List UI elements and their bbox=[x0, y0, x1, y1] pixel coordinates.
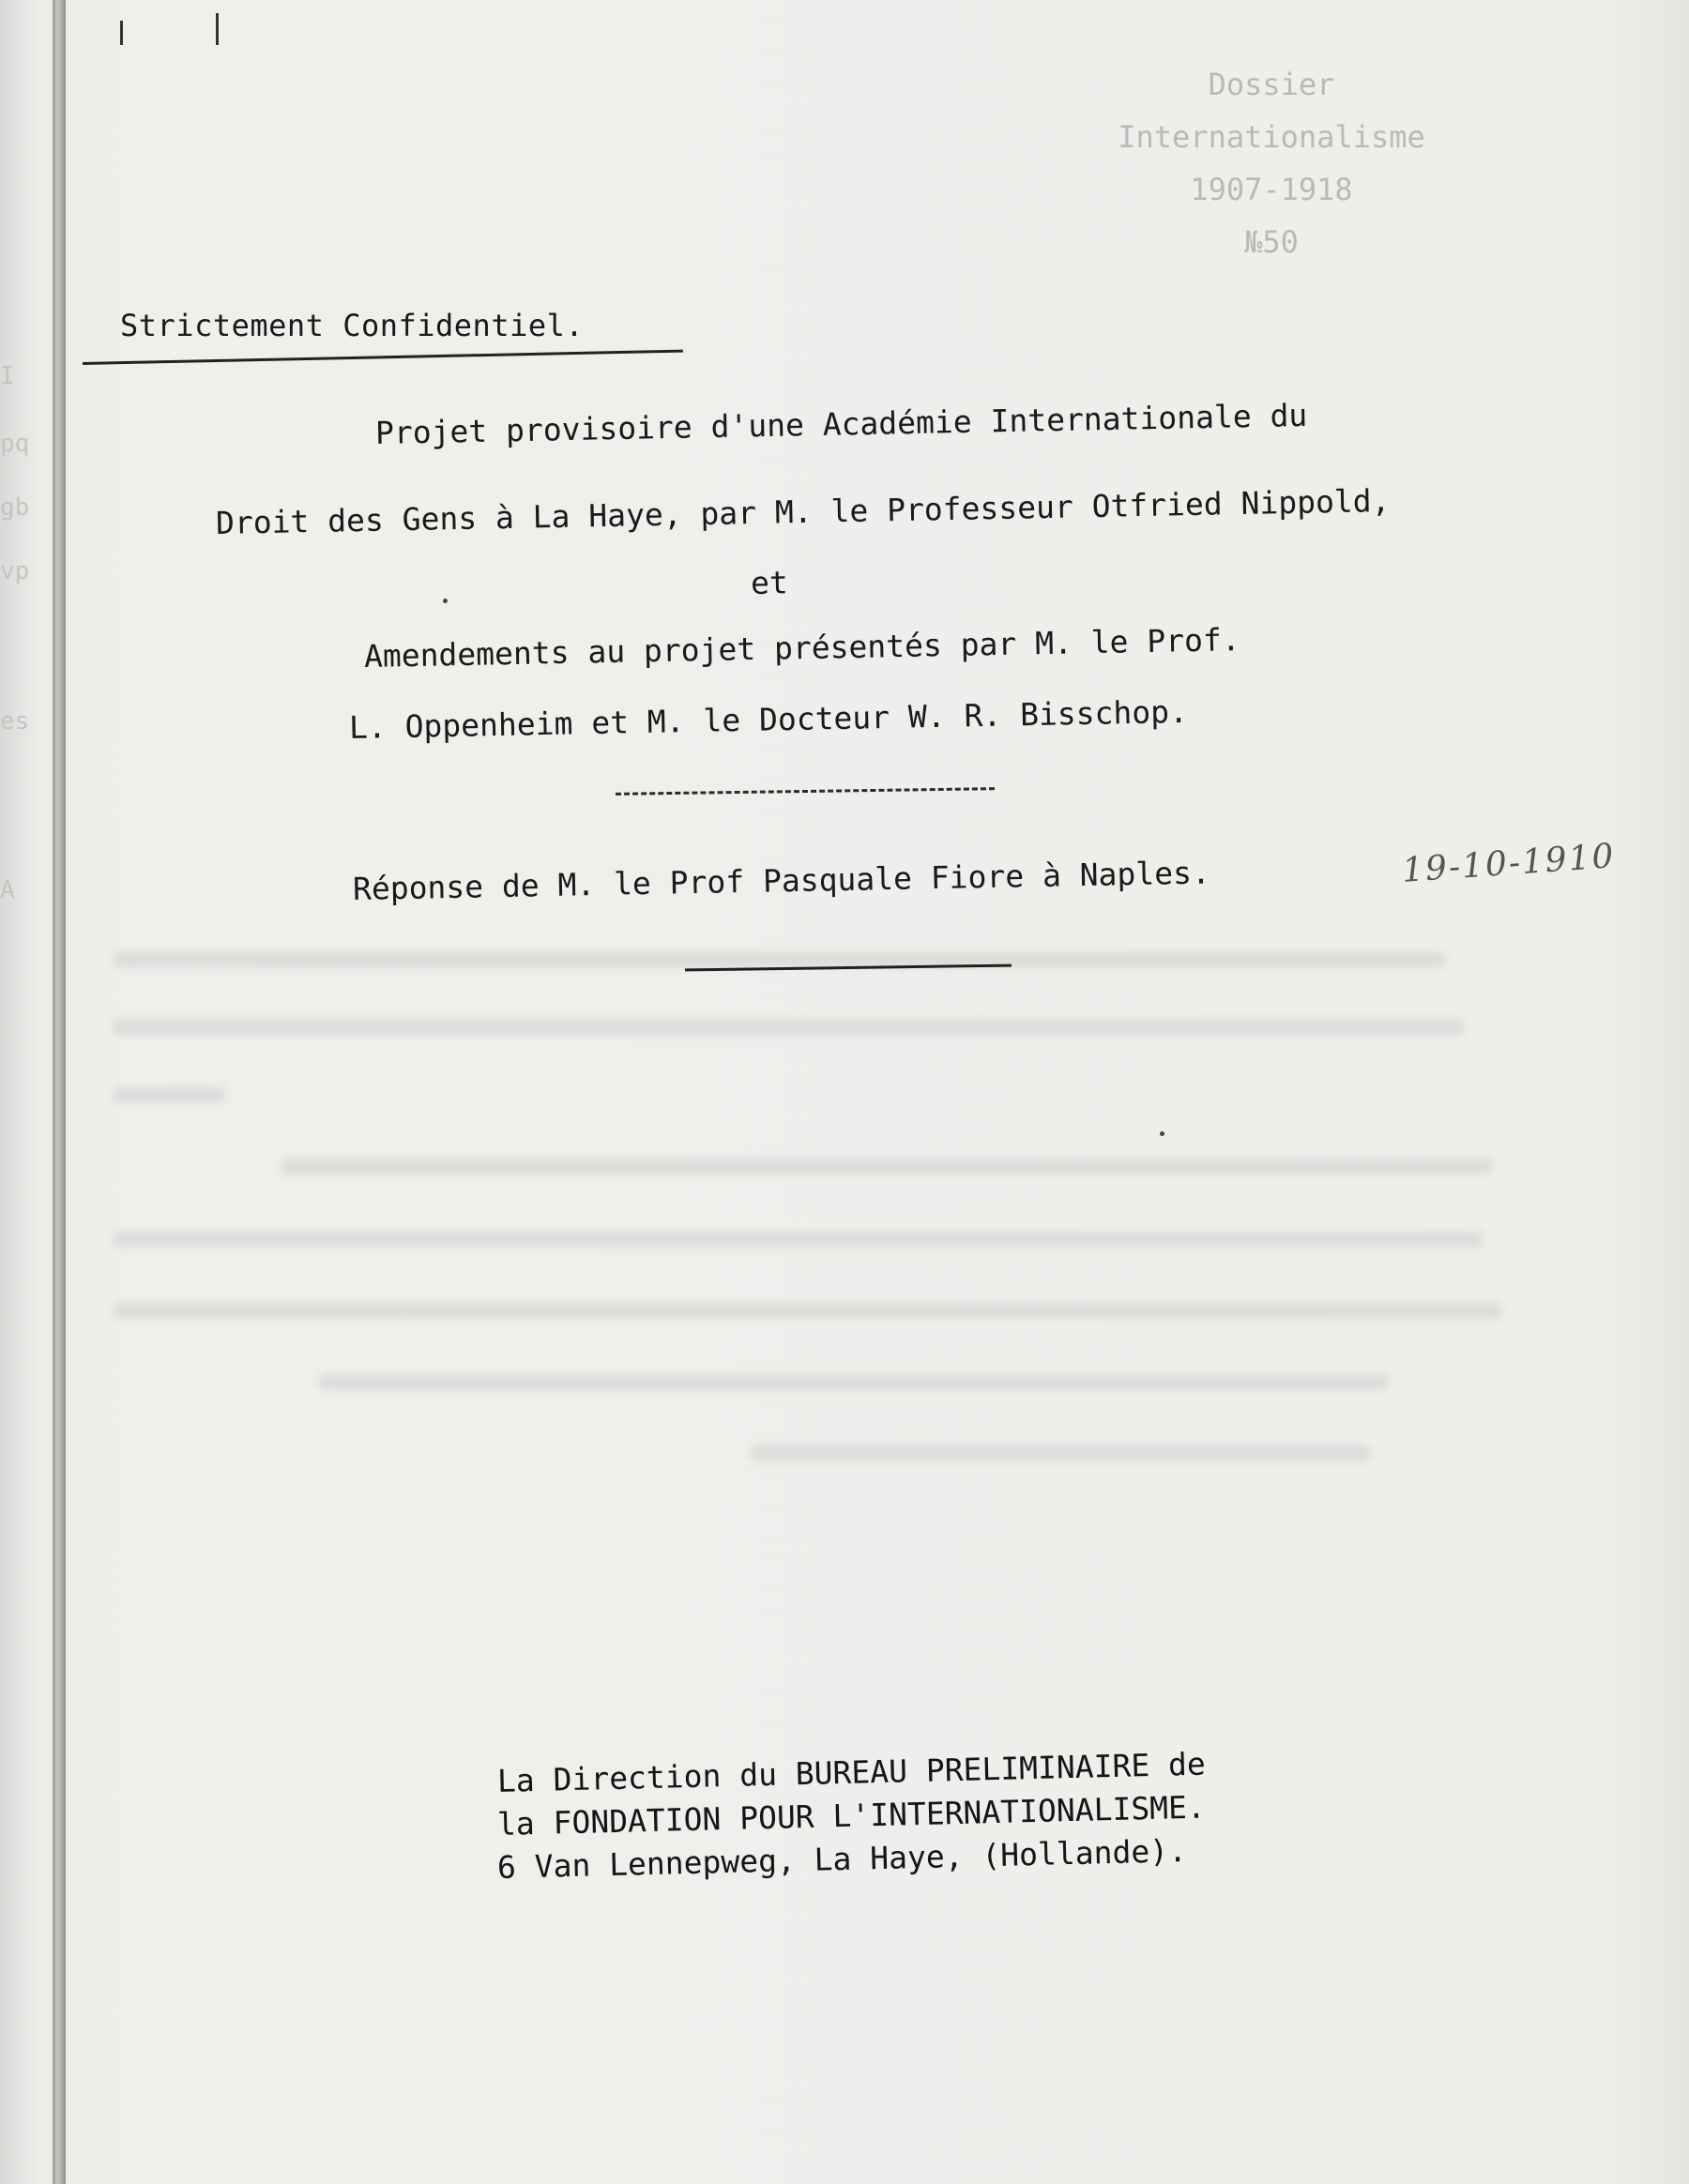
stamp-dossier: Dossier bbox=[1208, 67, 1335, 102]
title-line-3: et bbox=[750, 564, 789, 601]
ink-speck bbox=[1160, 1131, 1164, 1136]
footer-line-1: La Direction du BUREAU PRELIMINAIRE de bbox=[496, 1745, 1207, 1799]
title-line-4: Amendements au projet présentés par M. le Prof. bbox=[363, 621, 1240, 675]
bleed-through-text bbox=[113, 938, 1501, 1464]
title-line-5: L. Oppenheim et M. le Docteur W. R. Bisschop. bbox=[348, 692, 1189, 746]
bleed-through-margin: I pq gb vp es A bbox=[0, 362, 30, 904]
confidential-heading: Strictement Confidentiel. bbox=[120, 308, 585, 343]
stamp-number: №50 bbox=[1244, 224, 1299, 260]
stamp-years: 1907-1918 bbox=[1190, 172, 1353, 207]
confidential-underline bbox=[83, 350, 683, 365]
ink-speck bbox=[443, 599, 448, 603]
footer-line-3: 6 Van Lennepweg, La Haye, (Hollande). bbox=[496, 1832, 1188, 1886]
stamp-subject: Internationalisme bbox=[1118, 119, 1425, 155]
dashed-separator bbox=[616, 787, 995, 796]
title-line-2: Droit des Gens à La Haye, par M. le Professeur Otfried Nippold, bbox=[215, 481, 1391, 541]
response-line: Réponse de M. le Prof Pasquale Fiore à Naples. bbox=[352, 854, 1211, 907]
margin-mark bbox=[216, 13, 219, 45]
archive-stamp bbox=[1093, 58, 1450, 268]
title-line-1: Projet provisoire d'une Académie Internationale du bbox=[374, 396, 1308, 451]
footer-address bbox=[496, 1745, 1436, 1889]
handwritten-date: 19-10-1910 bbox=[1400, 837, 1617, 890]
footer-line-2: la FONDATION POUR L'INTERNATIONALISME. bbox=[496, 1788, 1207, 1843]
margin-mark bbox=[120, 21, 123, 45]
